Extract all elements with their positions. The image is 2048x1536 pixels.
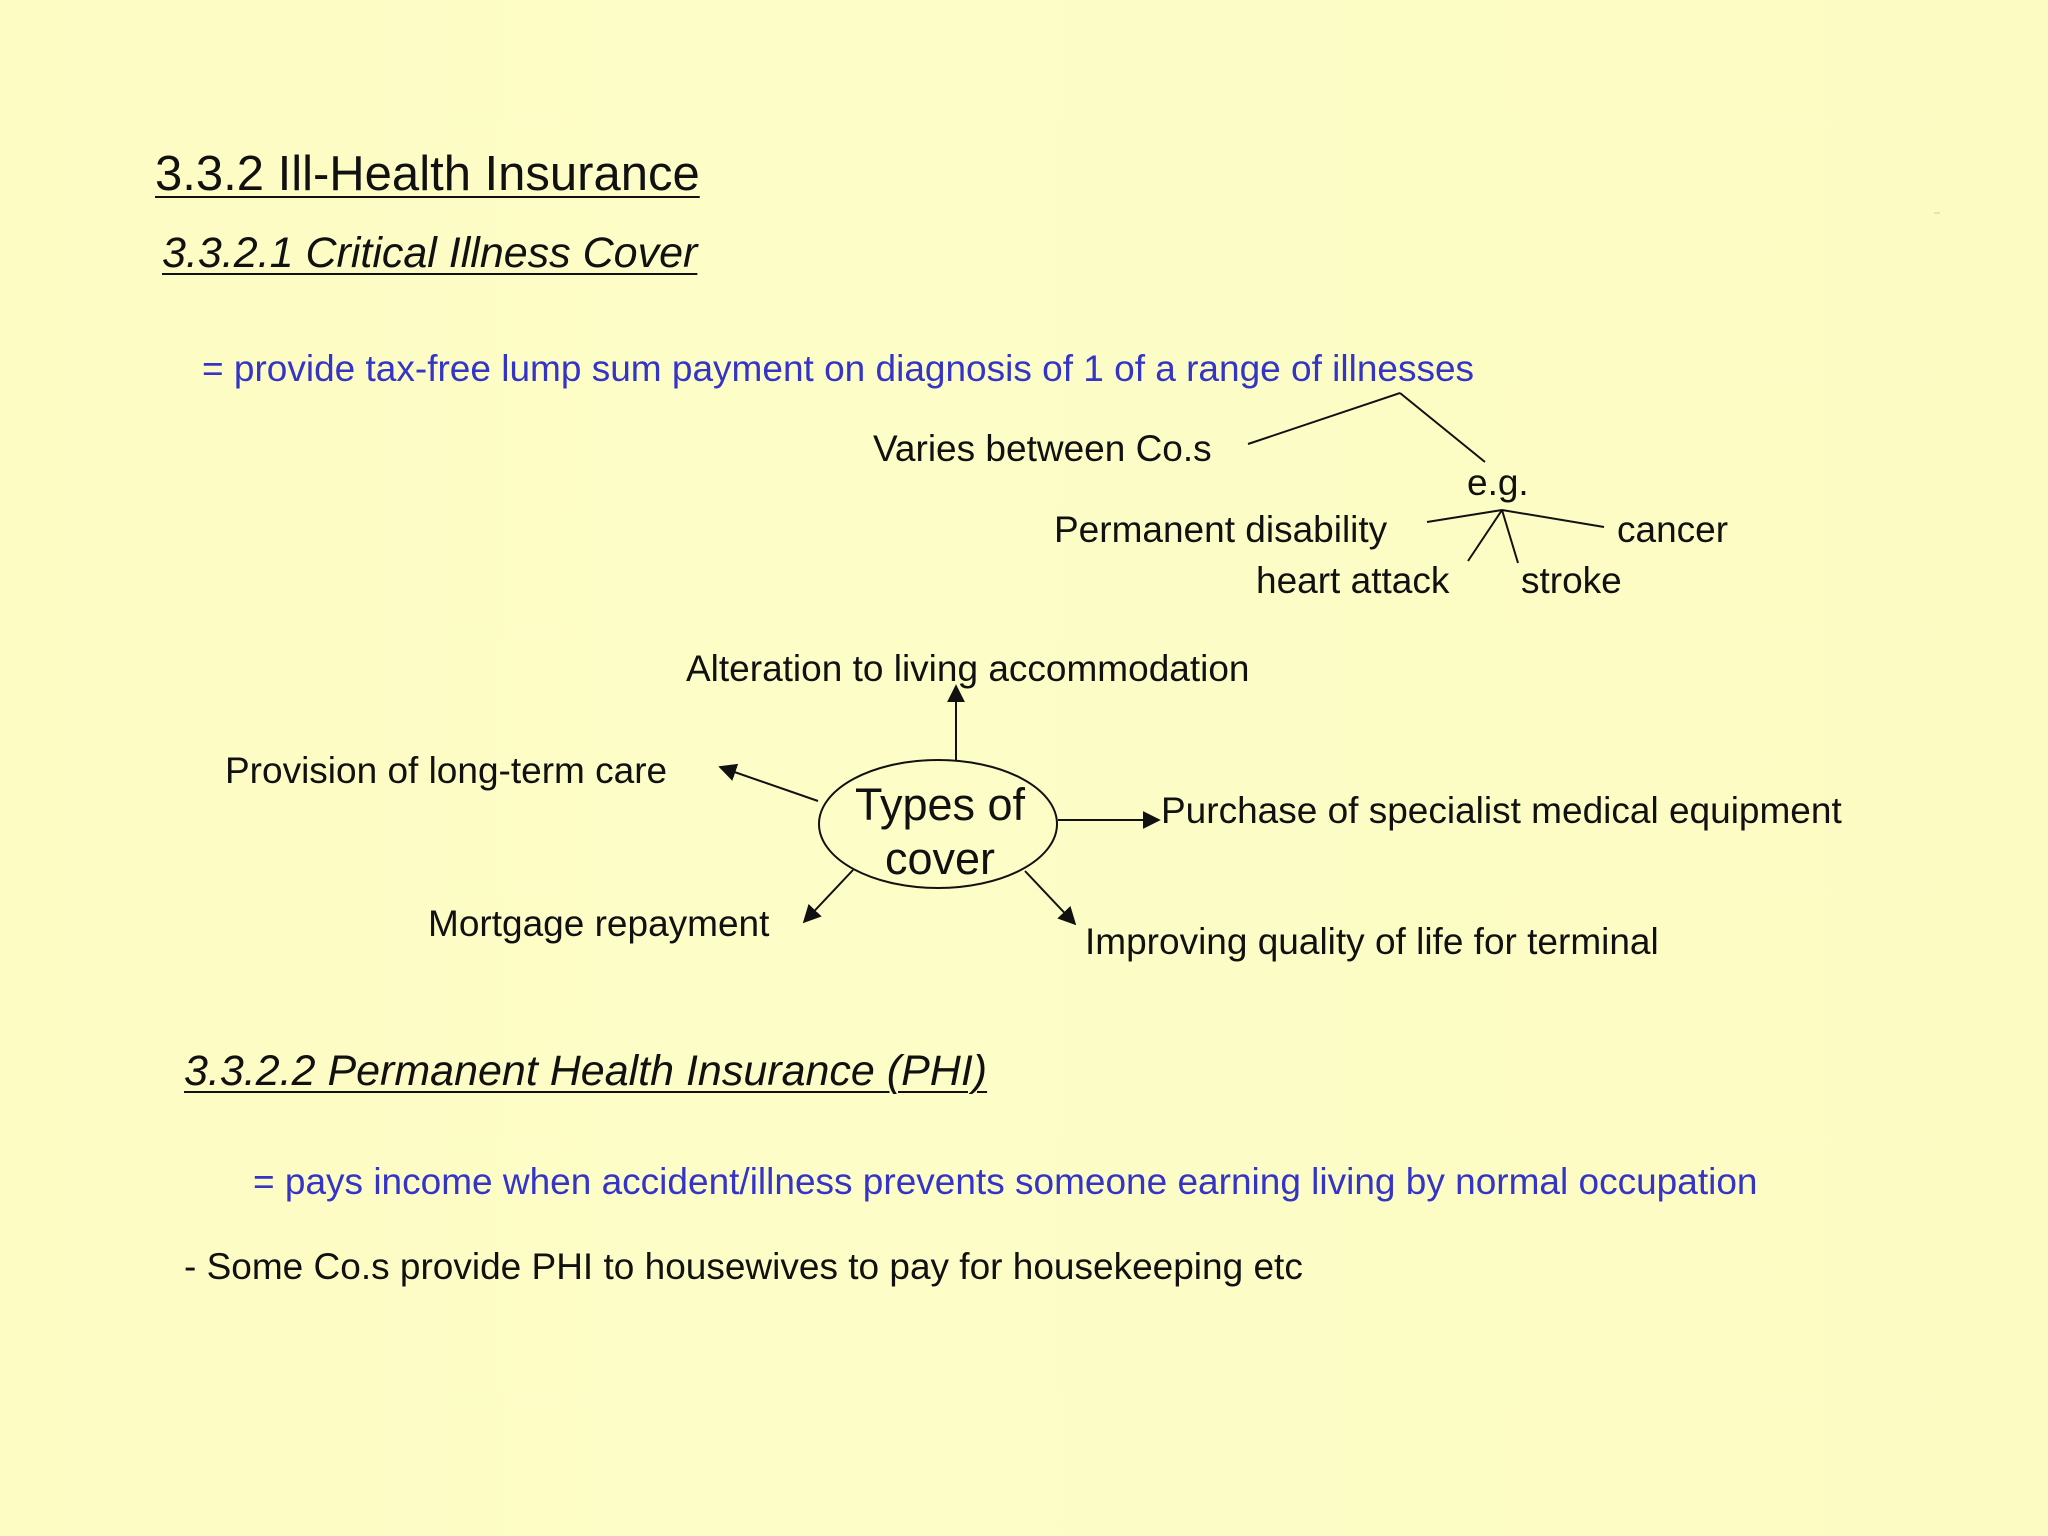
- cover-item-medical-equipment: Purchase of specialist medical equipment: [1161, 790, 1842, 831]
- cover-item-long-term-care: Provision of long-term care: [225, 750, 668, 791]
- tree-line-permanent-disability: [1427, 510, 1502, 522]
- critical-illness-definition: = provide tax-free lump sum payment on diagnosis of 1 of a range of illnesses: [202, 348, 1475, 389]
- types-of-cover-line2: cover: [884, 833, 996, 884]
- arrow-quality-of-life: [1025, 871, 1075, 924]
- arrow-mortgage: [804, 870, 853, 922]
- varies-label: Varies between Co.s: [873, 428, 1212, 469]
- example-stroke: stroke: [1521, 560, 1622, 601]
- example-permanent-disability: Permanent disability: [1054, 509, 1388, 550]
- types-of-cover-line1: Types of: [854, 779, 1026, 830]
- cover-item-mortgage: Mortgage repayment: [428, 903, 770, 944]
- eg-label: e.g.: [1467, 462, 1529, 503]
- tree-line-eg: [1400, 393, 1485, 462]
- tree-line-cancer: [1502, 510, 1604, 527]
- tree-line-varies: [1248, 393, 1400, 444]
- arrow-long-term-care: [720, 767, 818, 801]
- section-heading-critical-illness: 3.3.2.1 Critical Illness Cover: [162, 229, 698, 277]
- cover-item-quality-of-life: Improving quality of life for terminal: [1085, 921, 1659, 962]
- types-of-cover-ellipse: [819, 760, 1057, 888]
- decorative-mark: [1934, 212, 1940, 214]
- phi-definition: = pays income when accident/illness prevents someone earning living by normal occupation: [253, 1161, 1758, 1202]
- cover-item-accommodation: Alteration to living accommodation: [686, 648, 1250, 689]
- phi-bullet: - Some Co.s provide PHI to housewives to pay for housekeeping etc: [184, 1246, 1303, 1287]
- slide-title: 3.3.2 Ill-Health Insurance: [155, 147, 700, 201]
- tree-line-heart-attack: [1468, 510, 1502, 561]
- section-heading-phi: 3.3.2.2 Permanent Health Insurance (PHI): [184, 1047, 988, 1095]
- example-heart-attack: heart attack: [1256, 560, 1450, 601]
- tree-line-stroke: [1502, 510, 1518, 563]
- example-cancer: cancer: [1617, 509, 1729, 550]
